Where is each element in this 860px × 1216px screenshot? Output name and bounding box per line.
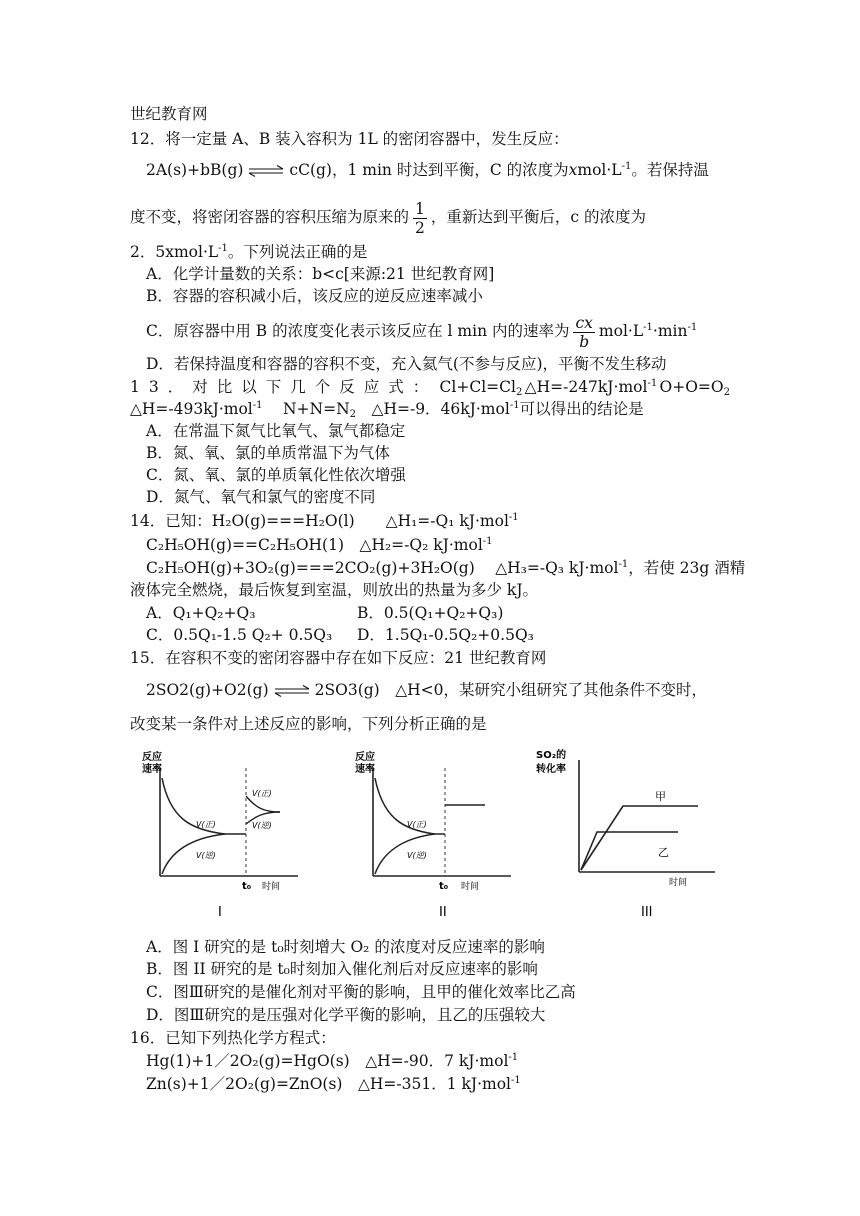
q12-eq-right-a: cC(g)，1 min 时达到平衡，C 的浓度为 xyxy=(289,161,569,179)
q16-line1 xyxy=(146,1051,518,1071)
q13-sub-2c: 2 xyxy=(349,409,357,420)
q14-l2: C₂H₅OH(g)==C₂H₅OH(1) xyxy=(146,536,345,554)
q13-l2-a: △H=-493kJ·mol xyxy=(130,400,253,418)
fig3-ylabel-1: SO₂的 xyxy=(536,750,567,761)
q12-half-den: 2 xyxy=(415,218,425,237)
q16-sup-1: -1 xyxy=(508,1052,519,1063)
q12-eq-right-b: mol·L xyxy=(577,161,622,179)
q13-line2 xyxy=(130,399,644,419)
q13-option-a: A．在常温下氮气比氧气、氯气都稳定 xyxy=(146,422,406,440)
q13-l1-c: △H=-247kJ·mol xyxy=(524,378,648,396)
q12-sup-1: -1 xyxy=(621,161,632,172)
q14-l1-dh: △H₁=-Q₁ kJ·mol xyxy=(385,512,509,530)
fig1-ylabel-2: 速率 xyxy=(142,764,162,775)
q13-l2-c: △H=-9．46kJ·mol xyxy=(371,400,510,418)
q13-l1-a: 13．对比以下几个反应式： xyxy=(130,378,438,396)
q13-sup-1: -1 xyxy=(647,378,658,389)
q13-option-b: B．氮、氧、氯的单质常温下为气体 xyxy=(146,444,390,462)
fig2-t0-label: t₀ xyxy=(439,881,449,892)
q13-l1-b-wrap xyxy=(440,377,523,397)
q12-optc-num: cx xyxy=(575,313,593,332)
q14-l3-dh: △H₃=-Q₃ kJ·mol xyxy=(495,559,619,577)
fig1-ylabel-1: 反应 xyxy=(142,752,162,763)
q14-line2 xyxy=(146,535,493,555)
fig3-jia-label: 甲 xyxy=(655,790,666,803)
q15-stem: 15．在容积不变的密闭容器中存在如下反应：21 世纪教育网 xyxy=(130,649,547,667)
q13-line1 xyxy=(130,377,730,397)
fig1-caption: I xyxy=(218,905,222,920)
equilibrium-arrow-icon xyxy=(247,165,285,177)
fig2-caption: II xyxy=(439,905,447,920)
q12-half-fraction xyxy=(413,200,427,237)
q12-line4 xyxy=(130,242,367,262)
q13-l1-d-wrap xyxy=(660,377,730,397)
fig1-v-fwd-label-2: V(正) xyxy=(252,789,272,798)
q15-equation xyxy=(146,680,707,700)
q12-optc-b: mol·L xyxy=(598,322,644,340)
q12-optc-c: ·min xyxy=(652,322,688,340)
q12-eq-left: 2A(s)+bB(g) xyxy=(146,161,244,179)
q12-sup-4: -1 xyxy=(687,322,698,333)
q13-sub-2b: 2 xyxy=(723,387,730,398)
fig3-ylabel-2: 转化率 xyxy=(536,764,566,775)
q14-option-a: A．Q₁+Q₂+Q₃ xyxy=(146,604,256,622)
q13-l2-d: 可以得出的结论是 xyxy=(519,400,644,418)
q13-l1-c-wrap xyxy=(525,377,658,397)
fig2-v-fwd-label: V(正) xyxy=(407,820,427,829)
q12-half-num: 1 xyxy=(415,199,425,218)
fig1-v-rev-label: V(逆) xyxy=(196,851,216,860)
q14-option-d: D．1.5Q₁-0.5Q₂+0.5Q₃ xyxy=(357,626,534,644)
q12-line4-a: 2．5xmol·L xyxy=(130,243,219,261)
q12-eq-right-c: 。若保持温 xyxy=(631,161,709,179)
figure-1-rate-time-graph xyxy=(140,748,300,920)
fig3-yi-label: 乙 xyxy=(658,846,669,859)
q16-stem: 16．已知下列热化学方程式： xyxy=(130,1029,336,1047)
fig3-curve-jia xyxy=(581,806,698,870)
q14-l3: C₂H₅OH(g)+3O₂(g)===2CO₂(g)+3H₂O(g) xyxy=(146,559,475,577)
q13-option-c: C．氮、氧、氯的单质氧化性依次增强 xyxy=(146,466,406,484)
q12-option-b: B．容器的容积减小后，该反应的逆反应速率减小 xyxy=(146,287,483,305)
q12-line3-a: 度不变，将密闭容器的容积压缩为原来的 xyxy=(130,208,410,226)
q15-eq-right: 2SO3(g) △H<0，某研究小组研究了其他条件不变时， xyxy=(314,681,707,699)
q14-l3-tail: ，若使 23g 酒精 xyxy=(628,559,746,577)
page-header: 世纪教育网 xyxy=(130,105,208,123)
q12-line3-b: ，重新达到平衡后，c 的浓度为 xyxy=(430,208,646,226)
q12-line3 xyxy=(130,197,646,237)
q14-option-c: C．0.5Q₁-1.5 Q₂+ 0.5Q₃ xyxy=(146,626,333,644)
q12-stem: 12．将一定量 A、B 装入容积为 1L 的密闭容器中，发生反应： xyxy=(130,130,569,148)
q12-sup-2: -1 xyxy=(218,243,228,254)
q14-sup-3: -1 xyxy=(618,559,629,570)
q13-sup-3: -1 xyxy=(509,400,520,411)
q15-option-c: C．图Ⅲ研究的是催化剂对平衡的影响，且甲的催化效率比乙高 xyxy=(146,983,576,1001)
q16-l2: Zn(s)+1／2O₂(g)=ZnO(s) △H=-351．1 kJ·mol xyxy=(146,1075,511,1093)
equilibrium-arrow-icon xyxy=(273,685,311,697)
q12-optc-fraction xyxy=(573,314,594,351)
q15-eq-left: 2SO2(g)+O2(g) xyxy=(146,681,269,699)
q12-line4-b: 。下列说法正确的是 xyxy=(227,243,368,261)
q12-sup-3: -1 xyxy=(643,322,653,333)
q16-sup-2: -1 xyxy=(511,1075,521,1086)
q14-l1: 14．已知：H₂O(g)===H₂O(l) xyxy=(130,512,355,530)
q12-option-c xyxy=(146,311,697,351)
fig1-xlabel: 时间 xyxy=(262,882,281,892)
figure-3-conversion-time-graph xyxy=(533,742,718,920)
fig2-ylabel-2: 速率 xyxy=(355,764,375,775)
q12-optc-den: b xyxy=(579,332,590,351)
q14-option-b: B．0.5(Q₁+Q₂+Q₃) xyxy=(357,604,504,622)
q13-option-d: D．氮气、氧气和氯气的密度不同 xyxy=(146,488,376,506)
q13-l1-b: Cl+Cl=Cl xyxy=(439,378,516,396)
fig3-caption: III xyxy=(641,905,653,920)
q13-l1-d: O+O=O xyxy=(659,378,724,396)
q15-option-a: A．图 I 研究的是 t₀时刻增大 O₂ 的浓度对反应速率的影响 xyxy=(146,938,545,956)
q14-l2-dh: △H₂=-Q₂ kJ·mol xyxy=(359,536,483,554)
q15-option-b: B．图 II 研究的是 t₀时刻加入催化剂后对反应速率的影响 xyxy=(146,960,538,978)
q14-sup-2: -1 xyxy=(482,536,493,547)
fig1-t0-label: t₀ xyxy=(242,881,252,892)
q15-option-d: D．图Ⅲ研究的是压强对化学平衡的影响，且乙的压强较大 xyxy=(146,1006,546,1024)
figure-2-rate-time-graph xyxy=(353,748,513,920)
q14-line1 xyxy=(130,511,519,531)
q15-line3: 改变某一条件对上述反应的影响，下列分析正确的是 xyxy=(130,715,487,733)
q12-optc-a: C．原容器中用 B 的浓度变化表示该反应在 l min 内的速率为 xyxy=(146,322,570,340)
q12-equation xyxy=(146,160,709,180)
fig1-forward-jump xyxy=(246,796,280,812)
q12-option-a: A．化学计量数的关系：b<c[来源:21 世纪教育网] xyxy=(146,265,495,283)
fig2-v-rev-label: V(逆) xyxy=(407,851,427,860)
q16-line2 xyxy=(146,1074,521,1094)
fig2-ylabel-1: 反应 xyxy=(355,752,375,763)
q13-l2-b: N+N=N xyxy=(282,400,350,418)
q14-line3 xyxy=(146,558,745,578)
q12-option-d: D．若保持温度和容器的容积不变，充入氦气(不参与反应)，平衡不发生移动 xyxy=(146,355,667,373)
fig1-v-fwd-label: V(正) xyxy=(196,820,216,829)
fig2-xlabel: 时间 xyxy=(461,882,480,892)
q14-line4: 液体完全燃烧，最后恢复到室温，则放出的热量为多少 kJ。 xyxy=(130,581,539,599)
fig3-xlabel: 时间 xyxy=(669,878,688,888)
fig1-v-rev-label-2: V(逆) xyxy=(252,821,272,830)
q13-sup-2: -1 xyxy=(252,400,263,411)
q16-l1: Hg(1)+1／2O₂(g)=HgO(s) △H=-90．7 kJ·mol xyxy=(146,1052,509,1070)
q12-eq-x: x xyxy=(568,161,578,179)
q13-sub-2a: 2 xyxy=(515,387,523,398)
q14-sup-1: -1 xyxy=(508,512,519,523)
